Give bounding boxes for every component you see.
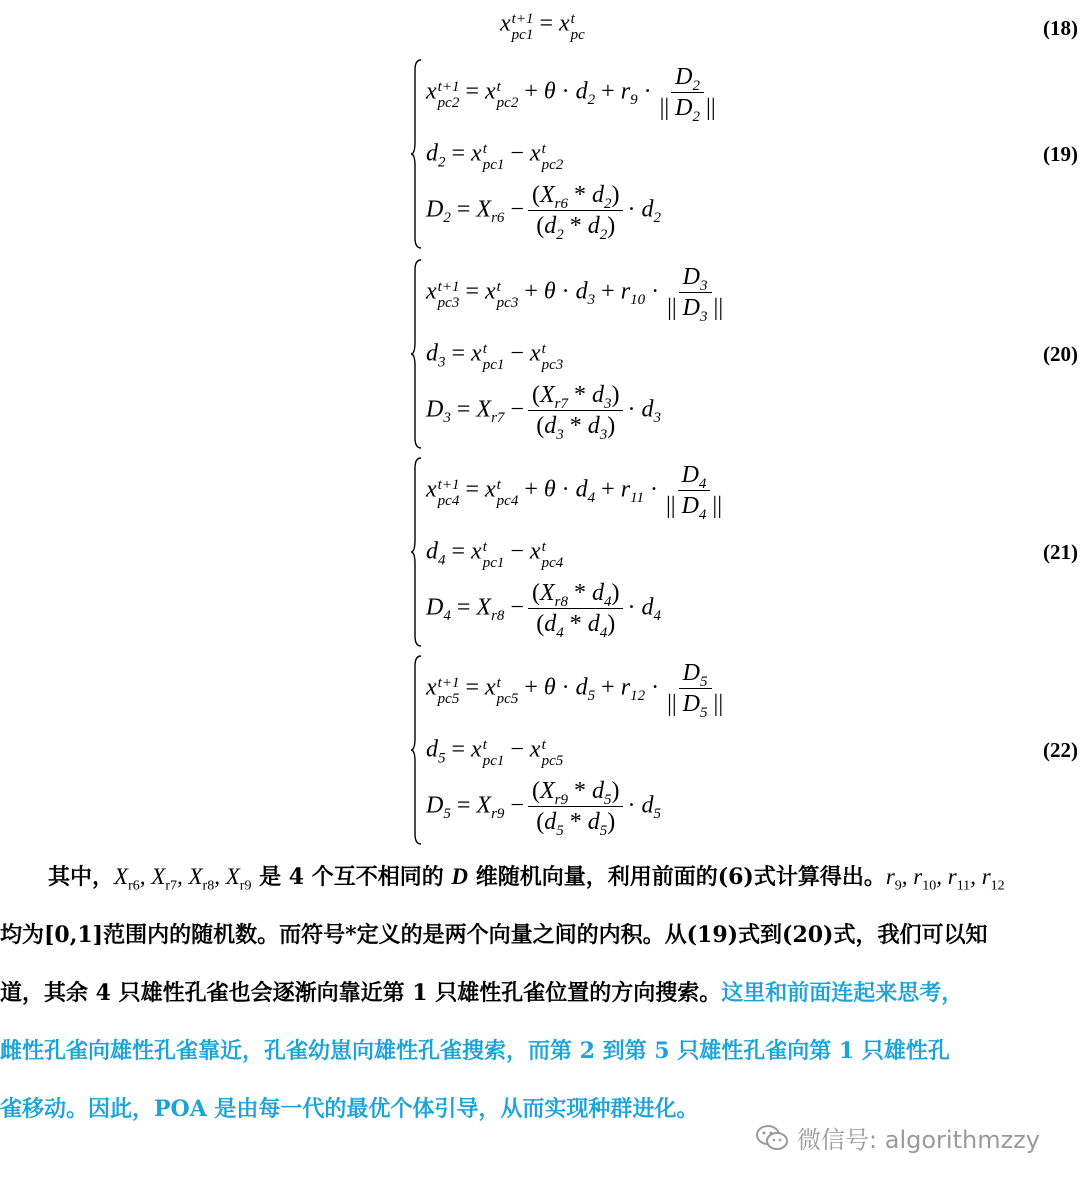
position-update-formula: x t+1 pc5 = x t pc5 + $\theta \cdot d_5 + r_{12}$ · $\frac{D_5}{|| D_5 ||}$ — [426, 660, 724, 722]
equation-number: (18) — [1043, 16, 1078, 40]
equation-system — [410, 654, 730, 846]
equation-18 — [0, 8, 1080, 48]
left-brace — [410, 58, 422, 250]
equation-system — [410, 456, 730, 648]
equation-number: (21) — [1043, 540, 1078, 564]
position-update-formula: x t+1 pc3 = x t pc3 + $\theta \cdot d_3 + r_{10}$ · $\frac{D_3}{|| D_3 ||}$ — [426, 264, 724, 326]
equation-20 — [0, 258, 1080, 450]
orthogonal-vector-formula: $D_5 = X_{r9}$ − $\frac{(X_{r9} * d_5)}{(d_5 * d_5)}$ · $d_5$ — [426, 778, 661, 840]
watermark — [755, 1120, 1040, 1155]
orthogonal-vector-formula: $D_2 = X_{r6}$ − $\frac{(X_{r6} * d_2)}{(d_2 * d_2)}$ · $d_2$ — [426, 182, 661, 244]
paragraph-line-5: 雀移动。因此，POA 是由每一代的最优个体引导，从而实现种群进化。 — [0, 1096, 699, 1122]
equation-system — [410, 58, 730, 250]
left-brace — [410, 258, 422, 450]
left-brace — [410, 654, 422, 846]
direction-formula: $d_3 = x$ t pc1 − x t pc3 — [426, 340, 564, 373]
explanation-paragraph — [0, 848, 1080, 1138]
paragraph-text: 其中， — [48, 864, 115, 890]
paragraph-text: 维随机向量，利用前面的(6)式计算得出。 — [468, 864, 886, 890]
equation-number: (22) — [1043, 738, 1078, 762]
equation-18-formula: x t+1 pc1 = x t pc — [500, 10, 585, 43]
highlighted-text: 这里和前面连起来思考， — [721, 980, 964, 1006]
random-symbols: $r_9$, $r_{10}$, $r_{11}$, $r_{12}$ — [885, 864, 1005, 894]
direction-formula: $d_5 = x$ t pc1 − x t pc5 — [426, 736, 564, 769]
left-brace — [410, 456, 422, 648]
paragraph-line-4: 雌性孔雀向雄性孔雀靠近，孔雀幼崽向雄性孔雀搜索，而第 2 到第 5 只雄性孔雀向第 1 只雄性孔 — [0, 1038, 950, 1064]
paragraph-line-2: 均为[0,1]范围内的随机数。而符号*定义的是两个向量之间的内积。从(19)式到(20)式，我们可以知 — [0, 922, 988, 948]
paragraph-text: 是 4 个互不相同的 — [259, 864, 452, 890]
vector-symbols: $X_{r6}$, $X_{r7}$, $X_{r8}$, $X_{r9}$ — [114, 864, 252, 894]
position-update-formula: x t+1 pc4 = x t pc4 + $\theta \cdot d_4 + r_{11}$ · $\frac{D_4}{|| D_4 ||}$ — [426, 462, 723, 524]
paragraph-line-3 — [0, 964, 1080, 1022]
equation-number: (19) — [1043, 142, 1078, 166]
position-update-formula: x t+1 pc2 = x t pc2 + $\theta \cdot d_2 + r_9$ · $\frac{D_2}{|| D_2 ||}$ — [426, 64, 716, 126]
direction-formula: $d_4 = x$ t pc1 − x t pc4 — [426, 538, 564, 571]
orthogonal-vector-formula: $D_4 = X_{r8}$ − $\frac{(X_{r8} * d_4)}{(d_4 * d_4)}$ · $d_4$ — [426, 580, 661, 642]
paragraph-text: 道，其余 4 只雄性孔雀也会逐渐向靠近第 1 只雄性孔雀位置的方向搜索。 — [0, 980, 722, 1006]
wechat-icon — [755, 1124, 789, 1152]
equation-22 — [0, 654, 1080, 846]
equation-number: (20) — [1043, 342, 1078, 366]
watermark-text: 微信号: algorithmzzy — [797, 1126, 1040, 1154]
direction-formula: $d_2 = x$ t pc1 − x t pc2 — [426, 140, 564, 173]
equation-21 — [0, 456, 1080, 648]
dimension-symbol: D — [451, 864, 469, 889]
paragraph-line-1 — [0, 848, 1080, 906]
equation-system — [410, 258, 730, 450]
equation-19 — [0, 58, 1080, 250]
orthogonal-vector-formula: $D_3 = X_{r7}$ − $\frac{(X_{r7} * d_3)}{(d_3 * d_3)}$ · $d_3$ — [426, 382, 661, 444]
